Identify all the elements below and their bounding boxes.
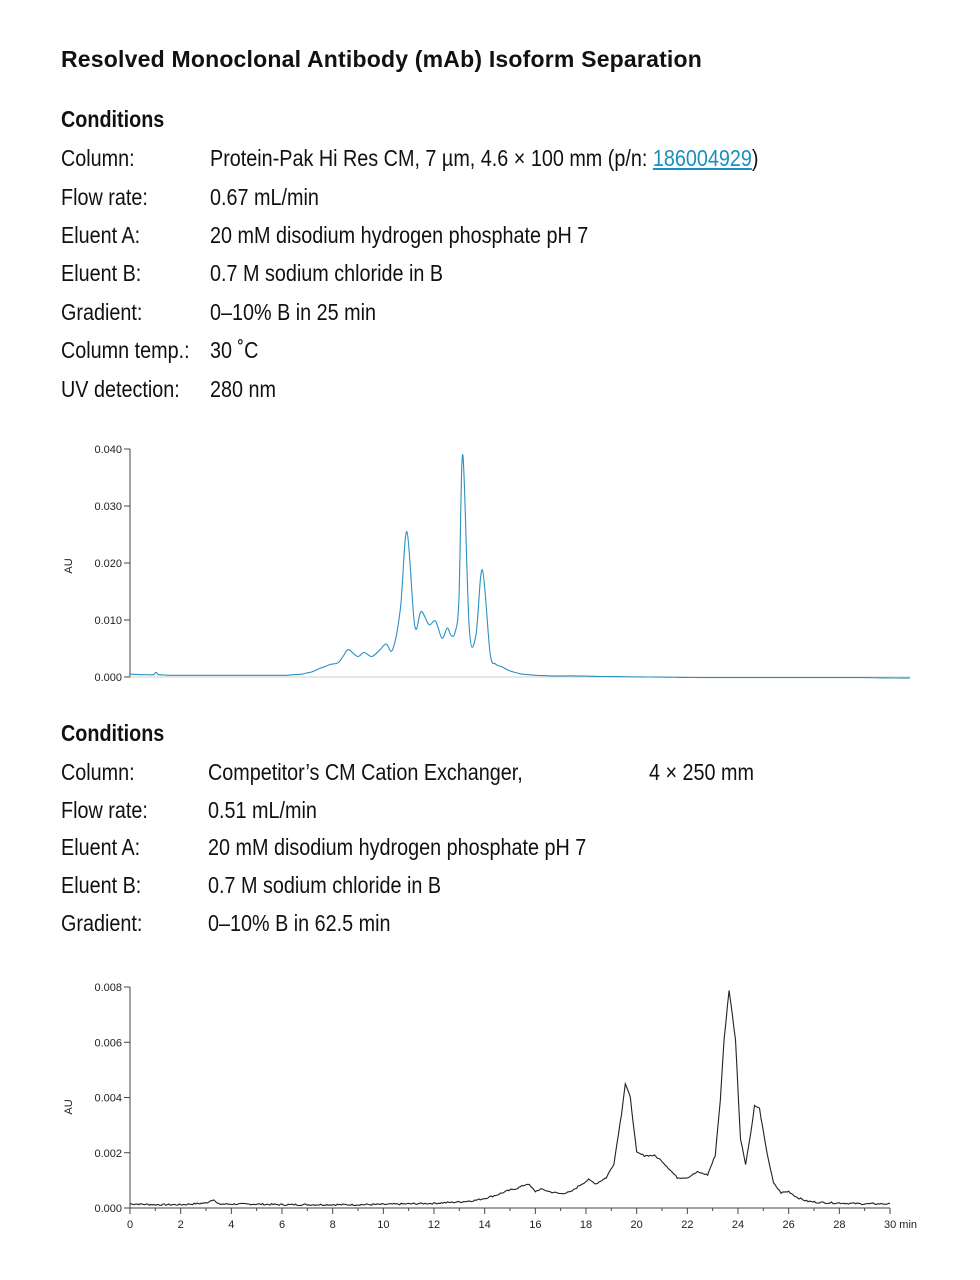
trace-line-1 (130, 455, 910, 679)
y-tick-label: 0.004 (94, 1092, 122, 1105)
condition-label: Flow rate: (61, 797, 148, 823)
y-tick-label: 0.000 (94, 672, 122, 684)
x-tick-label: 0 (126, 1219, 134, 1231)
condition-label: Eluent B: (61, 872, 142, 898)
y-axis-label-1: AU (63, 558, 75, 574)
trace-line-2 (130, 990, 890, 1205)
condition-label: Gradient: (61, 910, 143, 936)
x-tick-label: 2 (177, 1219, 184, 1231)
y-tick-label: 0.006 (94, 1037, 122, 1050)
x-tick-label: 12 (427, 1219, 441, 1231)
x-tick-label: 4 (228, 1219, 235, 1231)
x-tick-label: 28 (833, 1219, 846, 1231)
column-dimensions: 4 × 250 mm (649, 759, 755, 785)
condition-value: 0–10% B in 25 min (210, 299, 377, 325)
y-tick-label: 0.008 (94, 982, 122, 994)
y-tick-label: 0.040 (94, 444, 122, 456)
condition-label: UV detection: (61, 376, 180, 402)
y-tick-label: 0.010 (94, 615, 122, 627)
conditions-heading-1: Conditions (61, 106, 165, 132)
conditions-heading-2: Conditions (61, 720, 165, 746)
condition-label: Column: (61, 145, 135, 171)
y-tick-label: 0.020 (94, 558, 122, 570)
condition-value: 30 ˚C (210, 337, 259, 363)
condition-label: Gradient: (61, 299, 143, 325)
column-value-text: Protein-Pak Hi Res CM, 7 µm, 4.6 × 100 mm (p/n: (210, 145, 653, 171)
condition-value (210, 145, 758, 172)
x-tick-label: 18 (579, 1219, 593, 1231)
condition-value: 0.51 mL/min (208, 797, 317, 823)
y-tick-label: 0.030 (94, 501, 122, 513)
chromatogram-chart-2 (0, 980, 980, 1250)
chromatogram-chart-1 (0, 440, 980, 700)
condition-label: Flow rate: (61, 184, 148, 210)
x-tick-label: 8 (329, 1219, 336, 1231)
x-tick-label: 20 (630, 1219, 643, 1231)
y-axis-label-2: AU (63, 1099, 75, 1115)
x-tick-label: 16 (529, 1219, 542, 1231)
x-tick-label: 14 (478, 1219, 491, 1231)
x-tick-label: 24 (731, 1219, 745, 1231)
condition-label: Column temp.: (61, 337, 190, 363)
y-tick-label: 0.002 (94, 1147, 122, 1160)
condition-value: 0.7 M sodium chloride in B (210, 260, 444, 286)
condition-value: 0.67 mL/min (210, 184, 319, 210)
x-tick-label: 10 (377, 1219, 390, 1231)
page-title: Resolved Monoclonal Antibody (mAb) Isoform Separation (61, 46, 703, 72)
condition-value: 20 mM disodium hydrogen phosphate pH 7 (208, 834, 587, 860)
x-tick-label: 22 (681, 1219, 694, 1231)
condition-value: 0–10% B in 62.5 min (208, 910, 391, 936)
x-tick-label: 26 (782, 1219, 795, 1231)
y-tick-label: 0.000 (94, 1203, 122, 1215)
condition-value: 280 nm (210, 376, 276, 402)
condition-value: Competitor’s CM Cation Exchanger, (208, 759, 523, 785)
part-number-link[interactable]: 186004929 (652, 145, 752, 171)
condition-label: Column: (61, 759, 135, 785)
condition-label: Eluent A: (61, 834, 141, 860)
x-tick-label: 30 min (884, 1219, 918, 1231)
condition-value: 0.7 M sodium chloride in B (208, 872, 442, 898)
x-tick-label: 6 (278, 1219, 286, 1231)
column-value-suffix: ) (751, 145, 759, 171)
condition-value: 20 mM disodium hydrogen phosphate pH 7 (210, 222, 589, 248)
condition-label: Eluent A: (61, 222, 141, 248)
condition-label: Eluent B: (61, 260, 142, 286)
